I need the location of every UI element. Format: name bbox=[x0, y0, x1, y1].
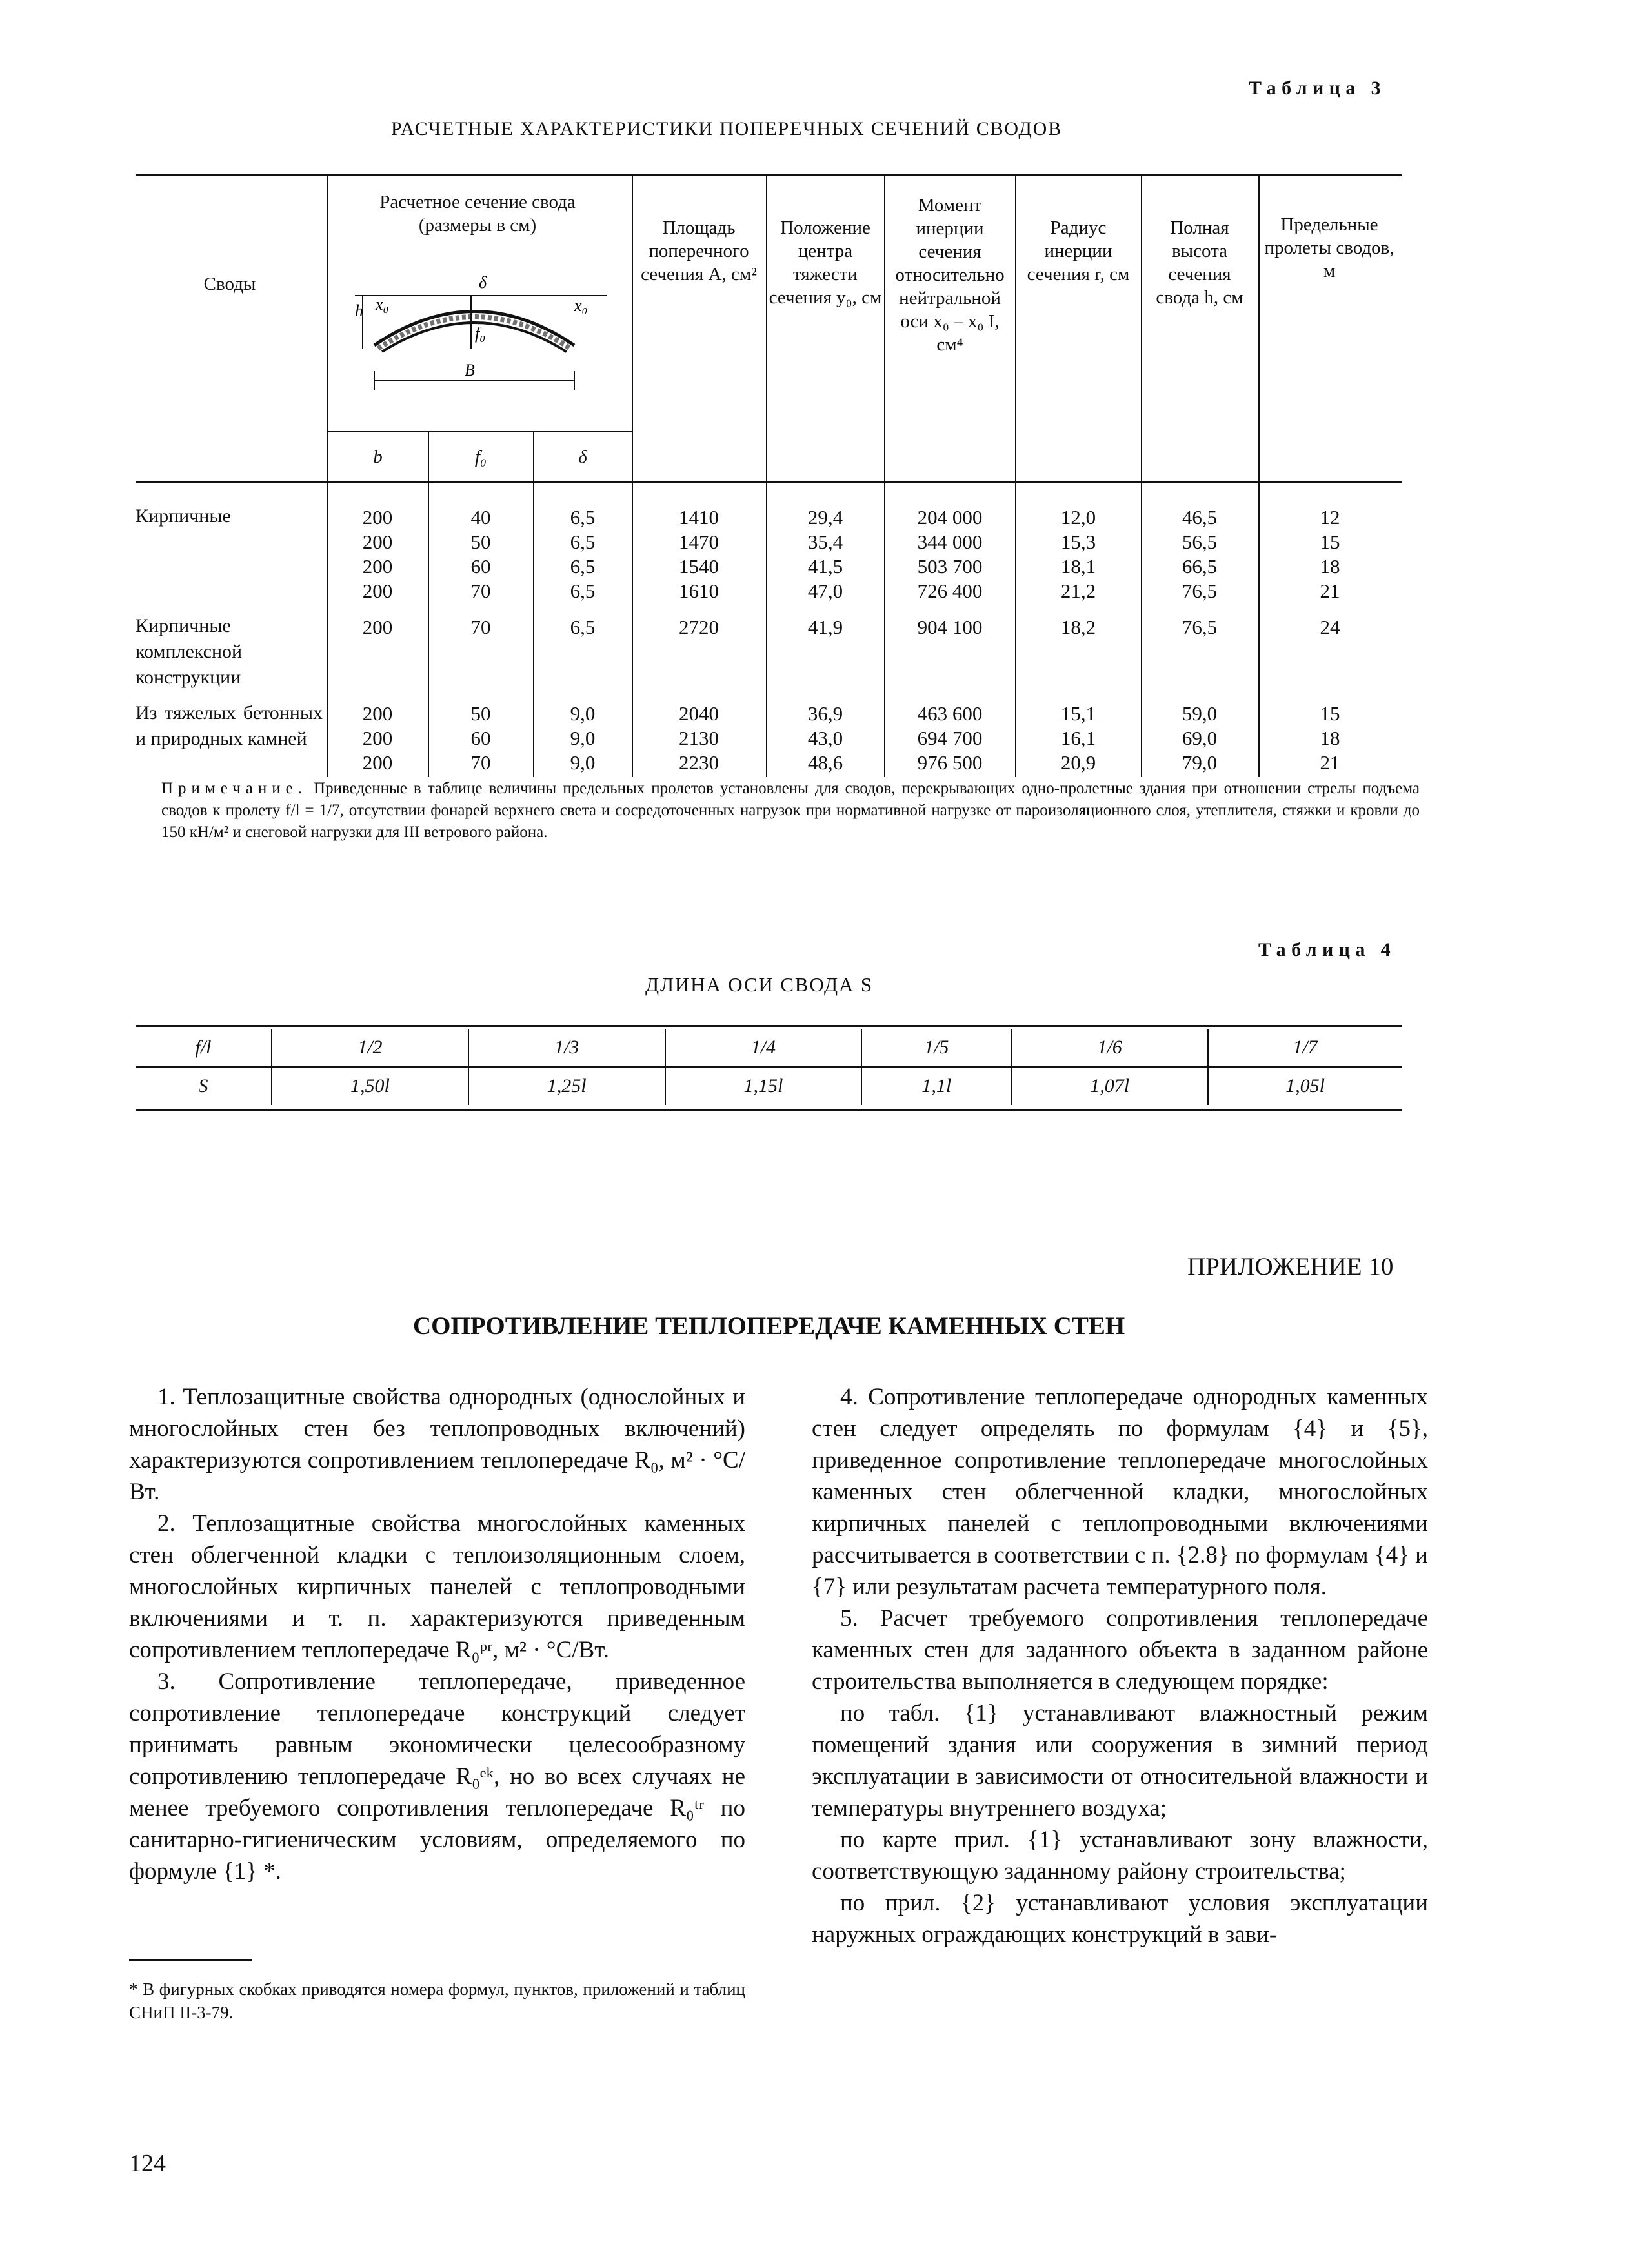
table3-cell: 6,5 bbox=[570, 555, 596, 578]
col-height-header: Полная высота сечения свода h, см bbox=[1156, 218, 1243, 308]
note-text: Приведенные в таблице величины предельных пролетов установлены для сводов, перекрывающих одно-пролетные здания при отношении стрелы подъема сводов к пролету f/l = 1/7, отсутствии фонарей верхнего света и сосредоточенных нагрузок при нормативной нагрузке от пароизоляционного слоя, утеплителя, стяжки и кровли до 150 кН/м² и снеговой нагрузки для III ветрового района. bbox=[161, 780, 1420, 841]
table3-cell: 463 600 bbox=[917, 702, 983, 725]
table3-cell: 9,0 bbox=[570, 751, 596, 774]
table3-cell: 344 000 bbox=[917, 531, 983, 553]
table3-note bbox=[161, 778, 1420, 844]
table3-cell: 200 bbox=[362, 616, 393, 638]
table3-cell: 46,5 bbox=[1182, 506, 1218, 529]
table3-cell: 70 bbox=[470, 580, 491, 602]
table3-cell: 66,5 bbox=[1182, 555, 1218, 578]
table3-cell: 904 100 bbox=[917, 616, 983, 638]
sub-d-header: δ bbox=[578, 447, 587, 467]
table3-cell: 2040 bbox=[679, 702, 719, 725]
table3-cell: 21 bbox=[1320, 751, 1340, 774]
table3-cell: 200 bbox=[362, 555, 393, 578]
table4-label: Таблица 4 bbox=[1258, 939, 1396, 960]
table3-cell: 200 bbox=[362, 751, 393, 774]
table3-cell: 2720 bbox=[679, 616, 719, 638]
group-name: Кирпичные комплексной конструкции bbox=[136, 615, 243, 688]
table4-cell: 1/4 bbox=[665, 1029, 862, 1067]
table3-cell: 18,2 bbox=[1060, 616, 1096, 638]
table3-cell: 50 bbox=[470, 531, 491, 553]
paragraph: по карте прил. {1} устанавливают зону влажности, соответствующую заданному району строительства; bbox=[812, 1827, 1428, 1885]
table3-cell: 15 bbox=[1320, 531, 1340, 553]
table3-cell: 976 500 bbox=[917, 751, 983, 774]
col-radius-header: Радиус инерции сечения r, см bbox=[1027, 218, 1130, 285]
table3-cell: 43,0 bbox=[807, 727, 843, 749]
paragraph: 5. Расчет требуемого сопротивления теплопередаче каменных стен для заданного объекта в заданном районе строительства выполняется в следующем порядке: bbox=[812, 1605, 1428, 1695]
table3-cell: 24 bbox=[1320, 616, 1340, 638]
section-heading: СОПРОТИВЛЕНИЕ ТЕПЛОПЕРЕДАЧЕ КАМЕННЫХ СТЕН bbox=[413, 1312, 1125, 1340]
table3-cell: 204 000 bbox=[917, 506, 983, 529]
paragraph: по прил. {2} устанавливают условия эксплуатации наружных ограждающих конструкций в зави- bbox=[812, 1890, 1428, 1948]
table3-cell: 18 bbox=[1320, 727, 1340, 749]
table3-cell: 6,5 bbox=[570, 616, 596, 638]
table4-cell: 1,25l bbox=[468, 1067, 665, 1105]
table4-cell: 1/5 bbox=[861, 1029, 1011, 1067]
table3-cell: 15,3 bbox=[1060, 531, 1096, 553]
table3-cell: 503 700 bbox=[917, 555, 983, 578]
table3-cell: 200 bbox=[362, 702, 393, 725]
table3-cell: 21 bbox=[1320, 580, 1340, 602]
table3-cell: 56,5 bbox=[1182, 531, 1218, 553]
table4-cell: f/l bbox=[136, 1029, 272, 1067]
table3-cell: 18 bbox=[1320, 555, 1340, 578]
paragraph: 4. Сопротивление теплопередаче однородных каменных стен следует определять по формулам {4} и {5}, приведенное сопротивление теплопередаче многослойных каменных стен облегченной кладки, многослойных кирпичных панелей с теплопроводными включениями рассчитывается в соответствии с п. {2.8} по формулам {4} и {7} или результатам расчета температурного поля. bbox=[812, 1384, 1428, 1600]
table3-cell: 2130 bbox=[679, 727, 719, 749]
table4-row bbox=[136, 1067, 1402, 1105]
page-number: 124 bbox=[129, 2150, 166, 2177]
col-inertia-header: Момент инерции сечения относительно нейтральной оси x₀ – x₀ I, см⁴ bbox=[895, 195, 1005, 355]
table4-cell: 1/7 bbox=[1208, 1029, 1402, 1067]
table3-cell: 18,1 bbox=[1060, 555, 1096, 578]
table3-cell: 41,9 bbox=[807, 616, 843, 638]
table3-cell: 69,0 bbox=[1182, 727, 1218, 749]
table4-cell: 1/2 bbox=[272, 1029, 468, 1067]
table3-cell: 21,2 bbox=[1060, 580, 1096, 602]
note-lead: Примечание. bbox=[161, 780, 308, 797]
sub-b-header: b bbox=[373, 447, 383, 467]
table3-cell: 60 bbox=[470, 727, 491, 749]
col-span-header: Предельные пролеты сводов, м bbox=[1264, 214, 1394, 281]
footnote: * В фигурных скобках приводятся номера формул, пунктов, приложений и таблиц СНиП II-3-79. bbox=[129, 1979, 745, 2022]
table3-cell: 35,4 bbox=[807, 531, 843, 553]
paragraph: 3. Сопротивление теплопередаче, приведенное сопротивление теплопередаче конструкций следует принимать равным экономически целесообразному сопротивлению теплопередаче R₀ᵉᵏ, но во всех случаях не менее требуемого сопротивления теплопередаче R₀ᵗʳ по санитарно-гигиеническим условиям, определяемого по формуле {1} *. bbox=[129, 1668, 745, 1885]
table3-cell: 47,0 bbox=[807, 580, 843, 602]
svg-text:f₀: f₀ bbox=[475, 324, 486, 343]
table3-cell: 6,5 bbox=[570, 531, 596, 553]
svg-text:h: h bbox=[355, 301, 363, 320]
table3-cell: 15,1 bbox=[1060, 702, 1096, 725]
table3-cell: 15 bbox=[1320, 702, 1340, 725]
table4-cell: 1,05l bbox=[1208, 1067, 1402, 1105]
appendix-label: ПРИЛОЖЕНИЕ 10 bbox=[1187, 1253, 1394, 1281]
table3-cell: 76,5 bbox=[1182, 616, 1218, 638]
vault-section-diagram bbox=[336, 265, 619, 407]
table3-cell: 694 700 bbox=[917, 727, 983, 749]
table3-cell: 50 bbox=[470, 702, 491, 725]
table4-title: ДЛИНА ОСИ СВОДА S bbox=[645, 973, 874, 996]
svg-text:x₀: x₀ bbox=[574, 296, 588, 315]
table3-cell: 200 bbox=[362, 506, 393, 529]
table3-cell: 29,4 bbox=[807, 506, 843, 529]
table3-cell: 9,0 bbox=[570, 727, 596, 749]
table4-row bbox=[136, 1029, 1402, 1067]
paragraph: 1. Теплозащитные свойства однородных (однослойных и многослойных стен без теплопроводных включений) характеризуются сопротивлением теплопередаче R₀, м² · °С/Вт. bbox=[129, 1384, 745, 1505]
table3-cell: 48,6 bbox=[807, 751, 843, 774]
table4-cell: 1,50l bbox=[272, 1067, 468, 1105]
table3-cell: 12,0 bbox=[1060, 506, 1096, 529]
right-column bbox=[812, 1381, 1428, 1950]
table3-cell: 1540 bbox=[679, 555, 719, 578]
table3-cell: 200 bbox=[362, 580, 393, 602]
svg-text:x₀: x₀ bbox=[376, 295, 389, 314]
table3-cell: 1410 bbox=[679, 506, 719, 529]
col-centroid-header: Положение центра тяжести сечения y₀, см bbox=[769, 218, 882, 308]
group-name: Из тяжелых бетонных и природных камней bbox=[136, 702, 323, 749]
table3-label: Таблица 3 bbox=[1249, 77, 1387, 99]
paragraph: 2. Теплозащитные свойства многослойных каменных стен облегченной кладки с теплоизоляционным слоем, многослойных кирпичных панелей с теплопроводными включениями и т. п. характеризуются приведенным сопротивлением теплопередаче R₀ᵖʳ, м² · °С/Вт. bbox=[129, 1510, 745, 1663]
paragraph: по табл. {1} устанавливают влажностный режим помещений здания или сооружения в зимний период эксплуатации в зависимости от относительной влажности и температуры внутреннего воздуха; bbox=[812, 1700, 1428, 1821]
group-name: Кирпичные bbox=[136, 505, 231, 527]
table4 bbox=[136, 1029, 1402, 1105]
table3-title: РАСЧЕТНЫЕ ХАРАКТЕРИСТИКИ ПОПЕРЕЧНЫХ СЕЧЕНИЙ СВОДОВ bbox=[391, 118, 1062, 139]
table4-cell: S bbox=[198, 1075, 208, 1097]
table3-cell: 200 bbox=[362, 531, 393, 553]
table4-cell: 1,15l bbox=[665, 1067, 862, 1105]
table3-cell: 41,5 bbox=[807, 555, 843, 578]
table3-cell: 59,0 bbox=[1182, 702, 1218, 725]
table3-cell: 200 bbox=[362, 727, 393, 749]
table4-cell: 1/6 bbox=[1011, 1029, 1208, 1067]
table3-cell: 60 bbox=[470, 555, 491, 578]
table4-cell: 1,1l bbox=[861, 1067, 1011, 1105]
table4-cell: 1/3 bbox=[468, 1029, 665, 1067]
svg-text:δ: δ bbox=[479, 273, 487, 292]
col-section-header: Расчетное сечение свода (размеры в см) bbox=[379, 192, 576, 236]
table3-cell: 2230 bbox=[679, 751, 719, 774]
table3-cell: 79,0 bbox=[1182, 751, 1218, 774]
table3-cell: 70 bbox=[470, 751, 491, 774]
table3-cell: 6,5 bbox=[570, 506, 596, 529]
table3-cell: 12 bbox=[1320, 506, 1340, 529]
table3-cell: 726 400 bbox=[917, 580, 983, 602]
table3-cell: 20,9 bbox=[1060, 751, 1096, 774]
table4-cell: 1,07l bbox=[1011, 1067, 1208, 1105]
table3-cell: 70 bbox=[470, 616, 491, 638]
table3-cell: 76,5 bbox=[1182, 580, 1218, 602]
table3-cell: 1470 bbox=[679, 531, 719, 553]
svg-text:B: B bbox=[465, 361, 475, 380]
table3-cell: 16,1 bbox=[1060, 727, 1096, 749]
table3-cell: 1610 bbox=[679, 580, 719, 602]
col-area-header: Площадь поперечного сечения A, см² bbox=[641, 218, 757, 285]
table3-cell: 36,9 bbox=[807, 702, 843, 725]
col-vaults-header: Своды bbox=[203, 274, 256, 294]
table3-cell: 9,0 bbox=[570, 702, 596, 725]
table3-cell: 40 bbox=[470, 506, 491, 529]
table3-cell: 6,5 bbox=[570, 580, 596, 602]
left-column bbox=[129, 1381, 745, 1887]
sub-f-header: f₀ bbox=[474, 447, 487, 467]
